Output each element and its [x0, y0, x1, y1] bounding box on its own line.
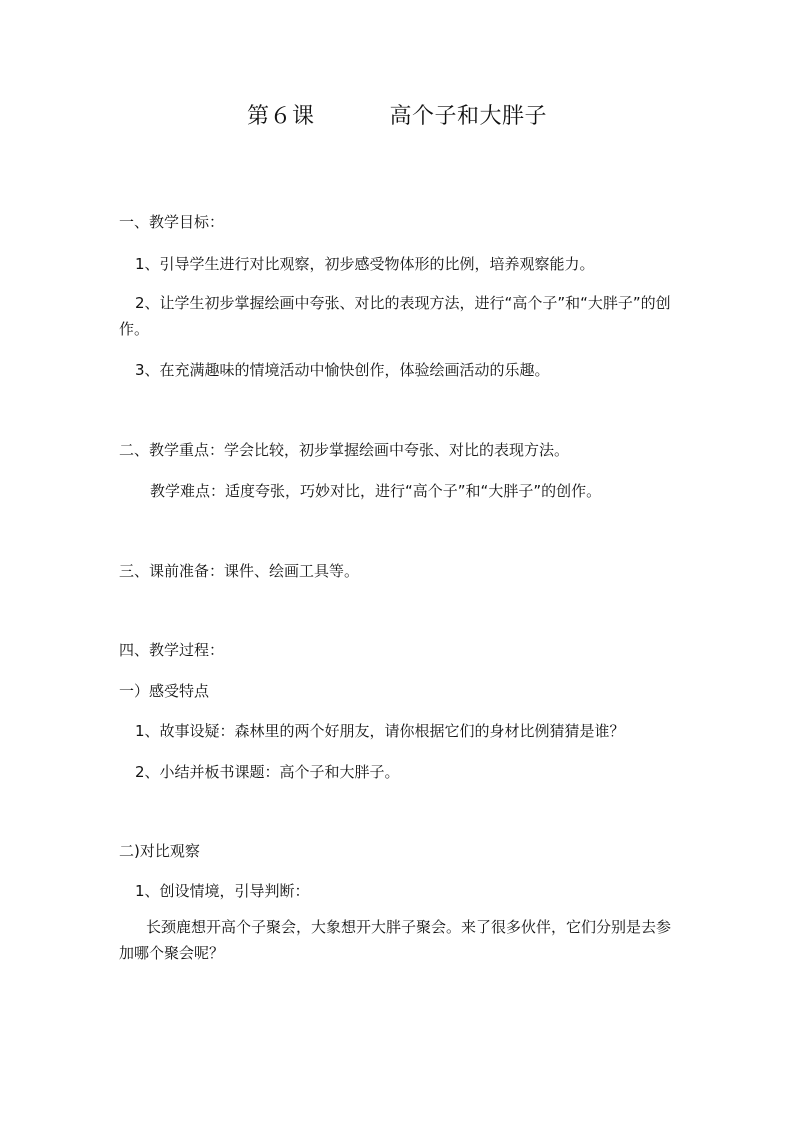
process-item-1: 1、故事设疑：森林里的两个好朋友，请你根据它们的身材比例猜猜是谁？: [135, 722, 625, 740]
goal-item-1: 1、引导学生进行对比观察，初步感受物体形的比例，培养观察能力。: [135, 255, 595, 273]
section-heading-preparation: 三、课前准备：课件、绘画工具等。: [119, 562, 360, 580]
process-item-2: 2、小结并板书课题：高个子和大胖子。: [135, 763, 400, 781]
section-heading-goals: 一、教学目标：: [119, 213, 225, 231]
compare-paragraph: 长颈鹿想开高个子聚会，大象想开大胖子聚会。来了很多伙伴，它们分别是去参加哪个聚会呢？: [119, 918, 672, 962]
subsection-heading-compare: 二)对比观察: [119, 842, 200, 860]
difficulty-line: 教学难点：适度夸张，巧妙对比，进行“高个子”和“大胖子”的创作。: [150, 482, 602, 500]
page-title: 第６课 高个子和大胖子: [247, 104, 547, 129]
section-heading-key-points: 二、教学重点：学会比较，初步掌握绘画中夸张、对比的表现方法。: [119, 441, 570, 459]
section-heading-process: 四、教学过程：: [119, 641, 225, 659]
compare-item-1: 1、创设情境，引导判断：: [135, 882, 310, 900]
subsection-heading-feel: 一）感受特点: [119, 682, 210, 700]
goal-item-2: 2、让学生初步掌握绘画中夸张、对比的表现方法，进行“高个子”和“大胖子”的创作。: [119, 294, 671, 338]
goal-item-3: 3、在充满趣味的情境活动中愉快创作，体验绘画活动的乐趣。: [135, 361, 550, 379]
